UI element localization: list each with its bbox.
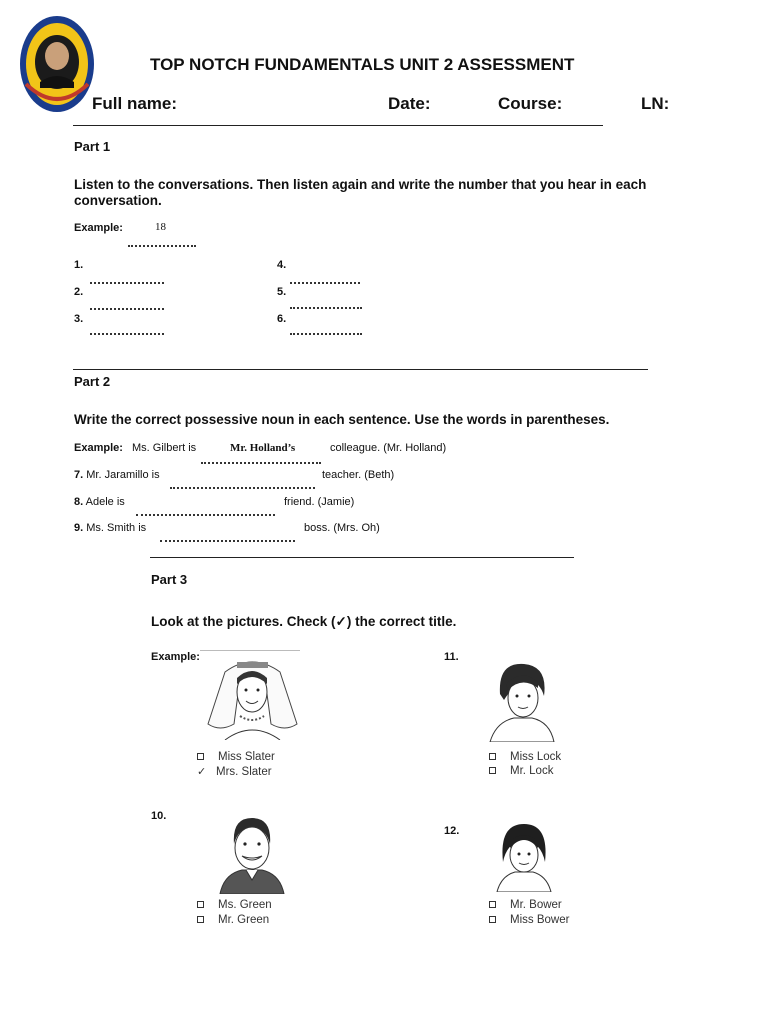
date-label: Date: (388, 94, 431, 113)
course-label: Course: (498, 94, 563, 113)
part3-heading: Part 3 (151, 572, 188, 587)
child-picture (495, 822, 553, 892)
header-underline (73, 125, 603, 126)
checkbox[interactable] (197, 753, 204, 760)
answer-line[interactable] (90, 333, 164, 335)
sentence-end: teacher. (Beth) (322, 469, 395, 481)
answer-line[interactable] (290, 282, 360, 284)
sentence-start: Adele is (85, 496, 125, 508)
item-number: 5. (277, 286, 287, 298)
answer-line[interactable] (160, 540, 295, 542)
person-picture (488, 660, 556, 742)
part2-instruction: Write the correct possessive noun in each sentence. Use the words in parentheses. (74, 412, 610, 427)
option-label: Miss Slater (218, 751, 275, 763)
sentence-start: Mr. Jaramillo is (86, 469, 160, 481)
section-divider (150, 557, 574, 558)
question-number: 12. (444, 825, 460, 837)
part2-example-answer: Mr. Holland’s (230, 442, 296, 454)
example-underline (200, 650, 300, 651)
checkbox[interactable] (197, 901, 204, 908)
option-label: Miss Lock (510, 751, 562, 763)
part1-example-label: Example: (74, 222, 123, 234)
school-logo (18, 14, 96, 114)
part1-heading: Part 1 (74, 139, 111, 154)
option-label: Mr. Green (218, 914, 270, 926)
item-number: 8. (74, 496, 84, 508)
option-label: Mr. Bower (510, 899, 562, 911)
sentence-end: friend. (Jamie) (284, 496, 355, 508)
sentence-end: colleague. (Mr. Holland) (330, 442, 447, 454)
bride-picture (205, 654, 300, 740)
person-picture (218, 814, 286, 894)
answer-line[interactable] (290, 333, 362, 335)
sentence-start: Ms. Smith is (86, 522, 147, 534)
checkbox[interactable] (489, 753, 496, 760)
option-label: Mr. Lock (510, 765, 554, 777)
ln-label: LN: (641, 94, 670, 113)
option-label: Ms. Green (218, 899, 272, 911)
item-number: 9. (74, 522, 84, 534)
check-mark-icon: ✓ (197, 766, 207, 778)
item-number: 1. (74, 259, 84, 271)
part2-example-label: Example: (74, 442, 123, 454)
answer-line[interactable] (90, 282, 164, 284)
option-label: Miss Bower (510, 914, 570, 926)
full-name-label: Full name: (92, 94, 178, 113)
item-number: 7. (74, 469, 84, 481)
section-divider (73, 369, 648, 370)
answer-line[interactable] (136, 514, 275, 516)
sentence-start: Ms. Gilbert is (132, 442, 197, 454)
answer-line[interactable] (90, 308, 164, 310)
checkbox[interactable] (489, 767, 496, 774)
part3-example-label: Example: (151, 651, 200, 663)
sentence-end: boss. (Mrs. Oh) (304, 522, 380, 534)
answer-line[interactable] (290, 307, 362, 309)
part2-heading: Part 2 (74, 374, 111, 389)
part1-example-answer: 18 (155, 221, 166, 233)
answer-line (128, 245, 196, 247)
checkbox[interactable] (197, 916, 204, 923)
item-number: 3. (74, 313, 84, 325)
answer-line (201, 462, 321, 464)
item-number: 4. (277, 259, 287, 271)
item-number: 2. (74, 286, 84, 298)
part1-instruction: Listen to the conversations. Then listen again and write the number that you hear in each conversation. (74, 177, 647, 208)
option-label: Mrs. Slater (216, 766, 272, 778)
item-number: 6. (277, 313, 287, 325)
page-title: TOP NOTCH FUNDAMENTALS UNIT 2 ASSESSMENT (150, 55, 575, 74)
checkbox[interactable] (489, 916, 496, 923)
part3-instruction: Look at the pictures. Check (✓) the correct title. (151, 614, 457, 629)
answer-line[interactable] (170, 487, 315, 489)
checkbox[interactable] (489, 901, 496, 908)
question-number: 10. (151, 810, 167, 822)
question-number: 11. (444, 651, 459, 663)
